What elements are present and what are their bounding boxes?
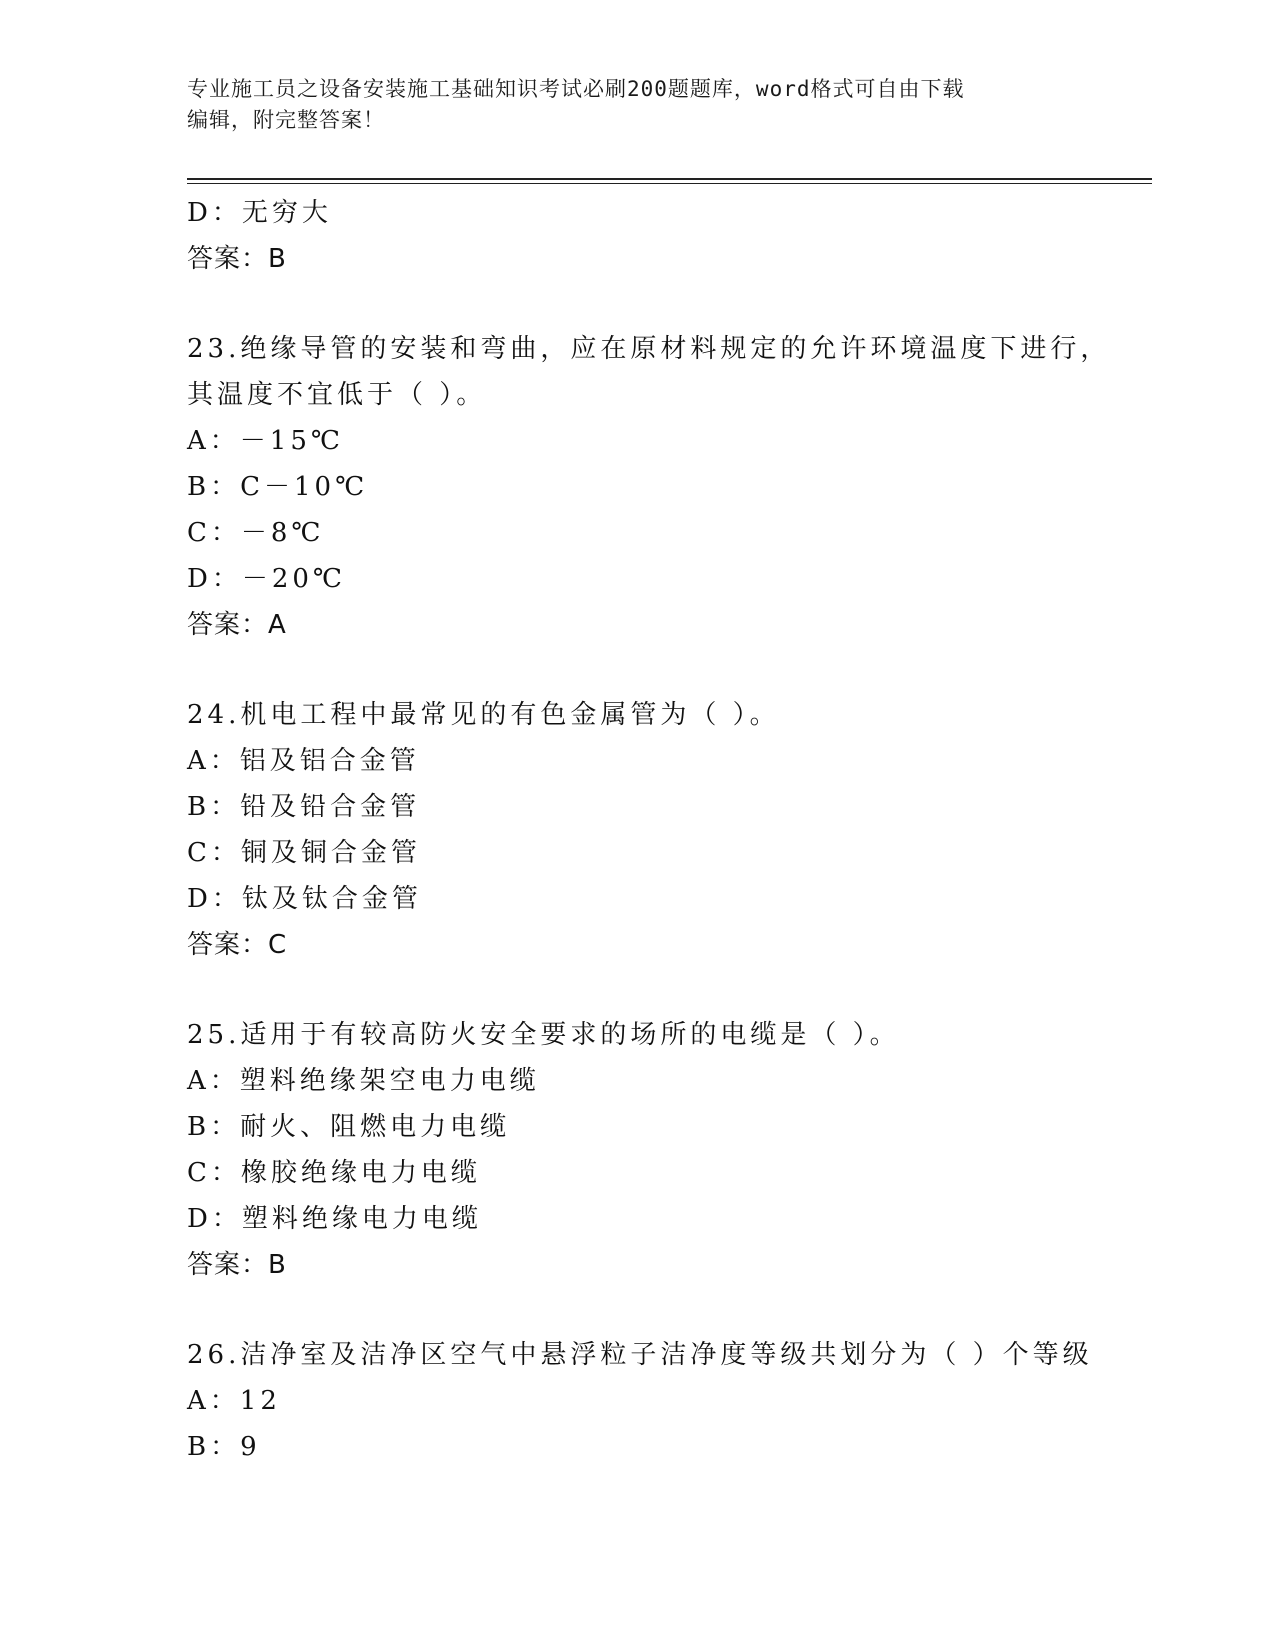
option-d: D：塑料绝缘电力电缆 bbox=[187, 1204, 482, 1234]
question-26 bbox=[187, 1332, 1147, 1470]
option-a: A：12 bbox=[187, 1386, 281, 1416]
option-c: C：橡胶绝缘电力电缆 bbox=[187, 1158, 481, 1188]
question-title: 25.适用于有较高防火安全要求的场所的电缆是（ ）。 bbox=[187, 1020, 900, 1050]
option-a: A：－15℃ bbox=[187, 426, 344, 456]
question-24 bbox=[187, 692, 1147, 968]
option-b: B：耐火、阻燃电力电缆 bbox=[187, 1112, 511, 1142]
header-line-2: 编辑，附完整答案！ bbox=[187, 108, 385, 132]
header-divider-thick bbox=[187, 178, 1152, 180]
option-b: B：C－10℃ bbox=[187, 472, 369, 502]
question-title: 23.绝缘导管的安装和弯曲，应在原材料规定的允许环境温度下进行， bbox=[187, 334, 1111, 364]
question-title: 26.洁净室及洁净区空气中悬浮粒子洁净度等级共划分为（ ）个等级 bbox=[187, 1340, 1093, 1370]
option-a: A：塑料绝缘架空电力电缆 bbox=[187, 1066, 540, 1096]
header-line-1: 专业施工员之设备安装施工基础知识考试必刷200题题库，word格式可自由下载 bbox=[187, 77, 965, 101]
previous-question-tail bbox=[187, 190, 1147, 282]
header-divider-thin bbox=[187, 183, 1152, 184]
answer-line: 答案：A bbox=[187, 610, 287, 640]
option-c: C：铜及铜合金管 bbox=[187, 838, 421, 868]
option-b: B：铅及铅合金管 bbox=[187, 792, 421, 822]
answer-line: 答案：B bbox=[187, 244, 287, 274]
document-header bbox=[187, 74, 1067, 136]
question-title-continued: 其温度不宜低于（ ）。 bbox=[187, 380, 487, 410]
option-d: D：钛及钛合金管 bbox=[187, 884, 422, 914]
option-d: D：－20℃ bbox=[187, 564, 347, 594]
question-23 bbox=[187, 326, 1147, 648]
question-25 bbox=[187, 1012, 1147, 1288]
option-c: C：－8℃ bbox=[187, 518, 325, 548]
option-d: D：无穷大 bbox=[187, 198, 332, 228]
option-a: A：铝及铝合金管 bbox=[187, 746, 420, 776]
question-list bbox=[187, 190, 1147, 1470]
question-title: 24.机电工程中最常见的有色金属管为（ ）。 bbox=[187, 700, 780, 730]
answer-line: 答案：C bbox=[187, 930, 288, 960]
option-b: B：9 bbox=[187, 1432, 261, 1462]
answer-line: 答案：B bbox=[187, 1250, 287, 1280]
